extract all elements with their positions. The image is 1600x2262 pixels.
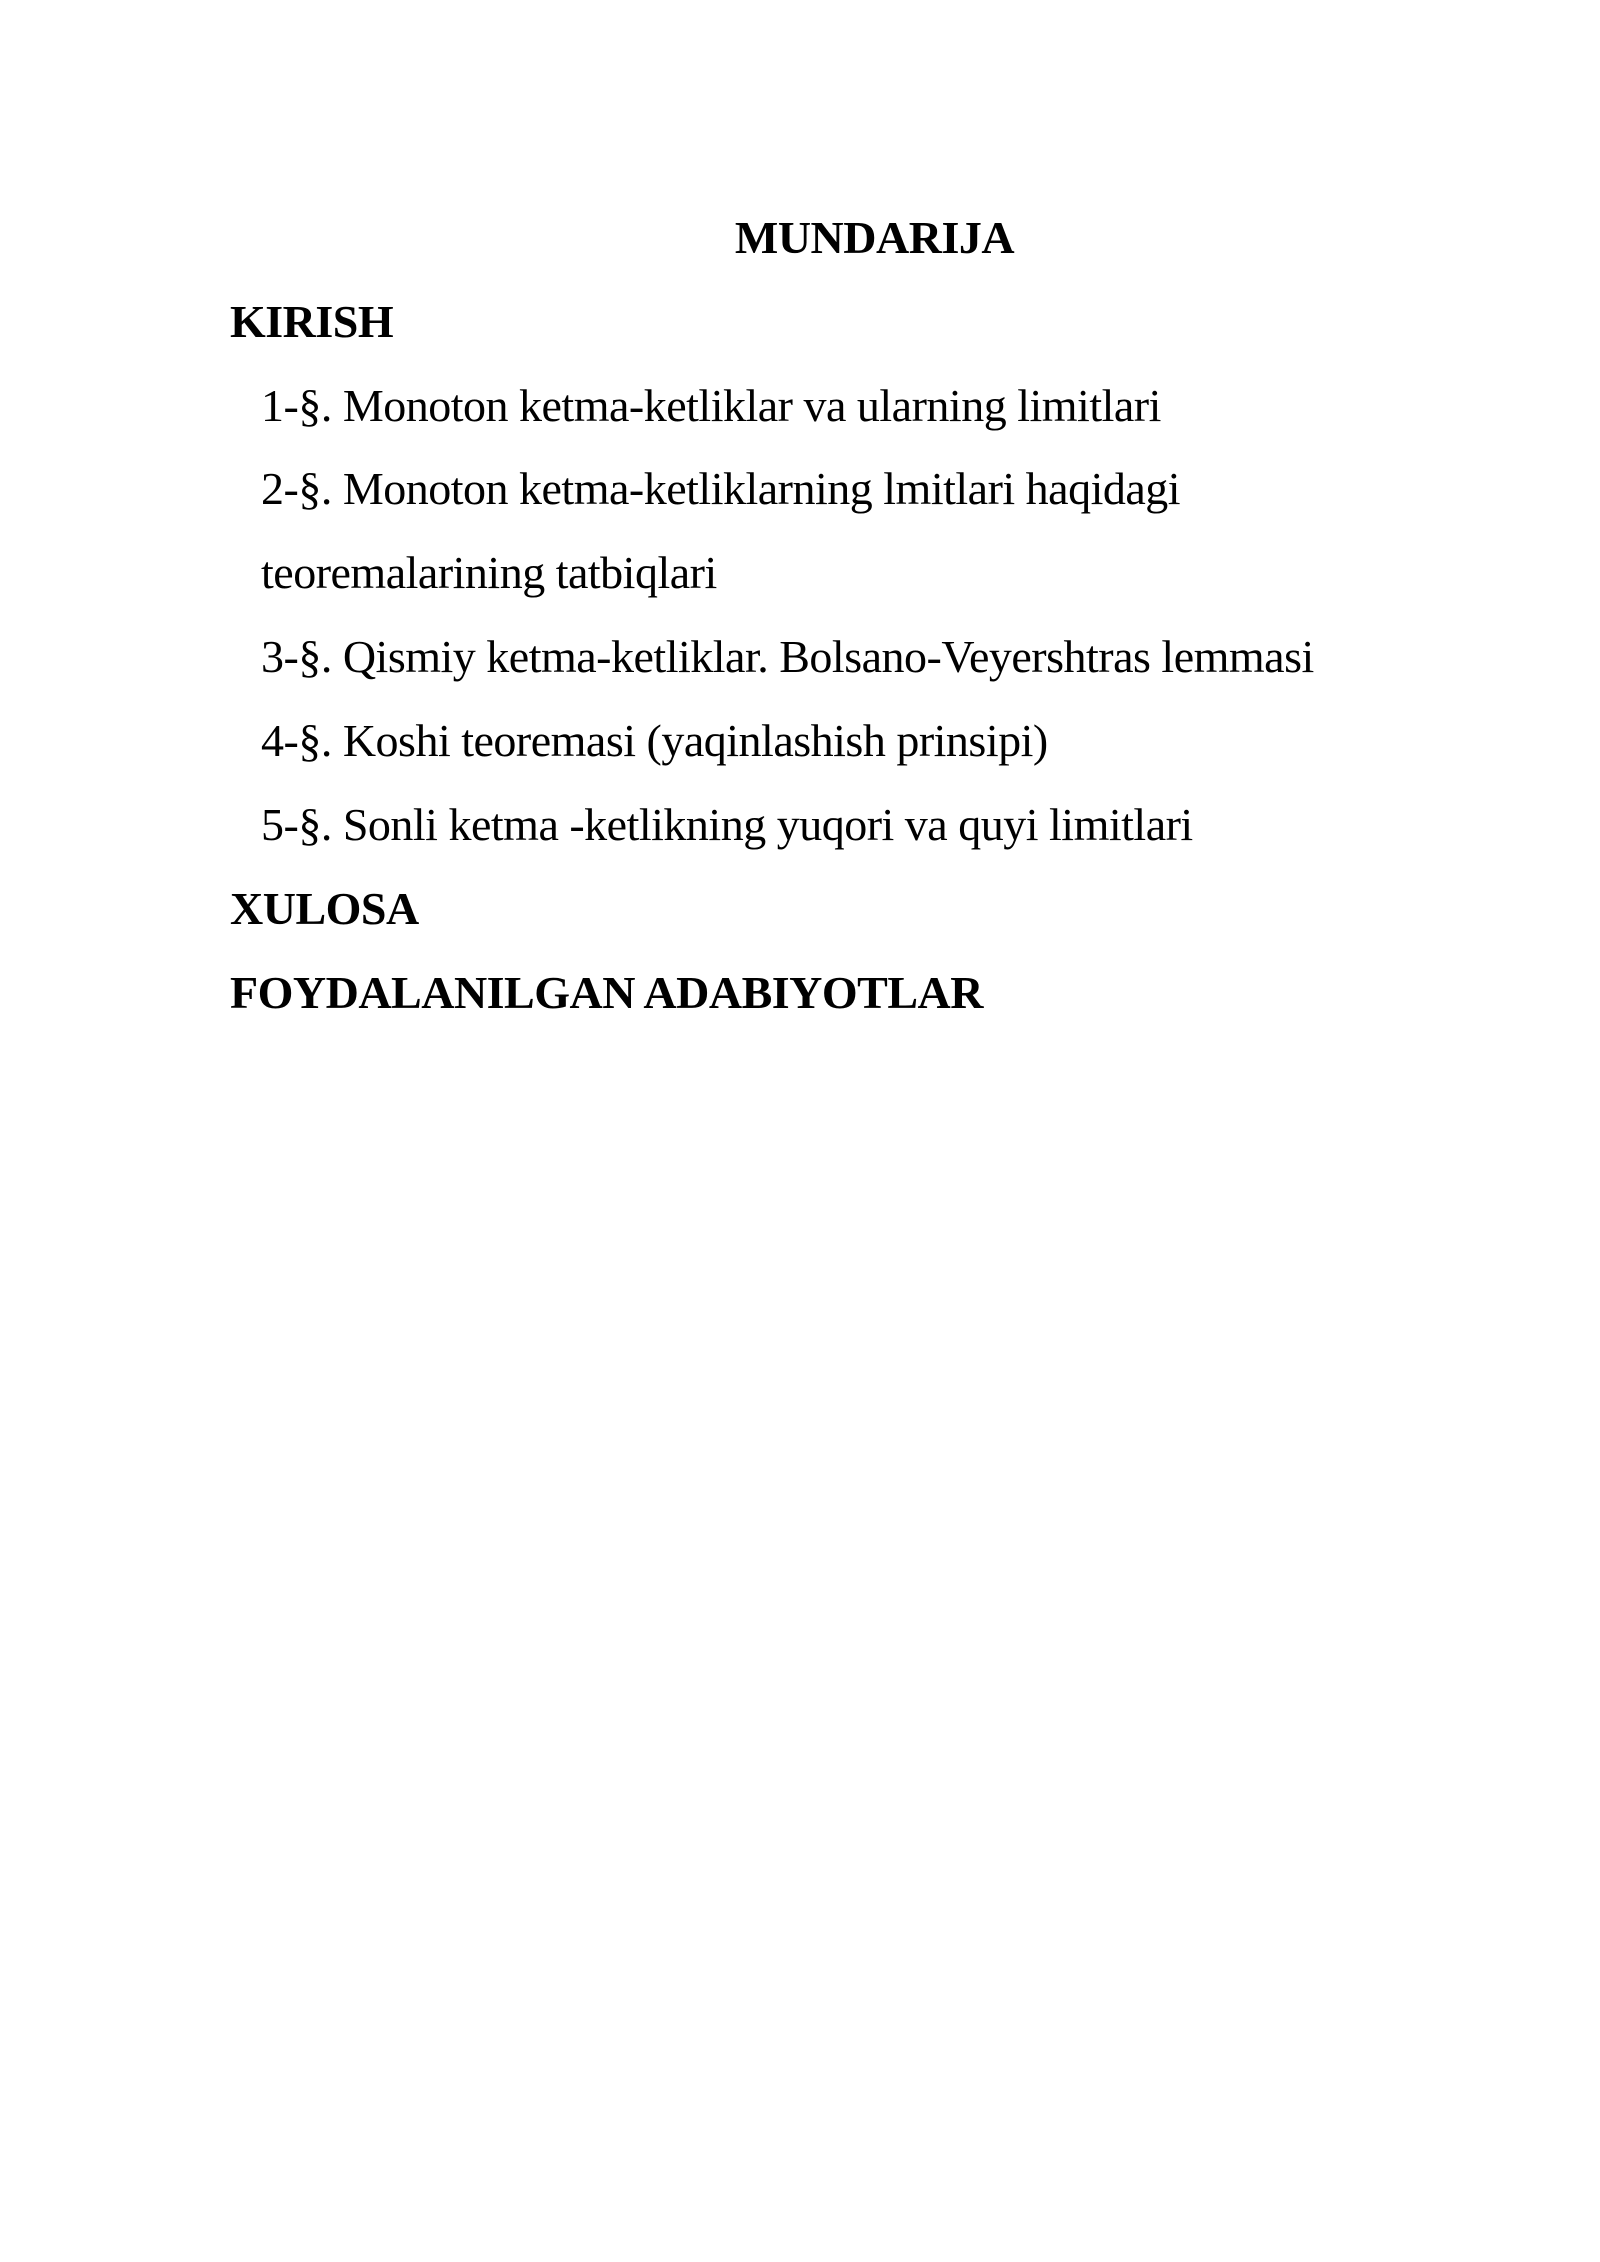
- toc-entry-introduction: KIRISH: [230, 296, 394, 347]
- toc-entry-section-1: 1-§. Monoton ketma-ketliklar va ularning limitlari: [261, 380, 1161, 431]
- toc-title: MUNDARIJA: [734, 212, 1015, 263]
- toc-entry-section-3: 3-§. Qismiy ketma-ketliklar. Bolsano-Veyershtras lemmasi: [261, 631, 1314, 682]
- toc-entry-references: FOYDALANILGAN ADABIYOTLAR: [230, 967, 983, 1018]
- toc-entry-conclusion: XULOSA: [230, 883, 419, 934]
- toc-entry-section-2-continuation: teoremalarining tatbiqlari: [261, 547, 717, 598]
- toc-entry-section-2: 2-§. Monoton ketma-ketliklarning lmitlari haqidagi: [261, 463, 1181, 514]
- toc-entry-section-4: 4-§. Koshi teoremasi (yaqinlashish prinsipi): [261, 715, 1048, 766]
- toc-entry-section-5: 5-§. Sonli ketma -ketlikning yuqori va quyi limitlari: [261, 799, 1193, 850]
